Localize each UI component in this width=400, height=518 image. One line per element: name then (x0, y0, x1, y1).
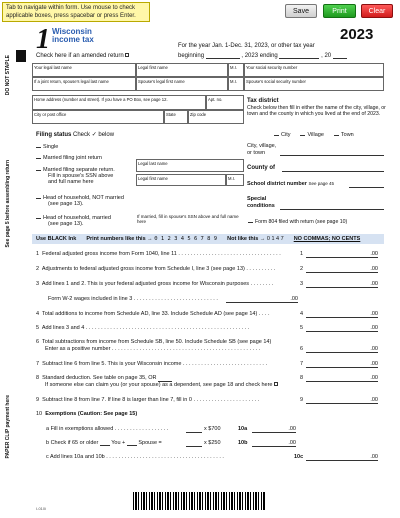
tax-year-text: For the year Jan. 1-Dec. 31, 2023, or other tax year (178, 43, 315, 49)
print-button[interactable]: Print (323, 4, 356, 18)
assembling-label: See page 5 before assembling return (5, 160, 11, 248)
line-5-number: 5 (300, 325, 304, 331)
special-conditions-field[interactable] (280, 204, 384, 210)
city-option[interactable]: City (274, 132, 290, 138)
line-3-number: 3 (300, 281, 304, 287)
separate-mi-field[interactable]: M.I. (226, 174, 244, 186)
do-not-staple-label: DO NOT STAPLE (5, 55, 11, 96)
spouse-mi-field[interactable]: M.I. (228, 77, 244, 91)
first-name-field[interactable]: Legal first name (136, 63, 228, 77)
zip-field[interactable]: Zip code (188, 110, 244, 124)
line-2-amount[interactable]: .00 (306, 266, 378, 273)
mi-field[interactable]: M.I. (228, 63, 244, 77)
line-7: 7 Subtract line 6 from line 5. This is your Wisconsin income . . . . . . . . . . . . . . . . . . . . . . . . . . . . (36, 361, 267, 367)
line-6: 6 Total subtractions from income from Schedule SB, line 50. Include Schedule SB (see page 14) Enter as a positive number . . . . . . . . . . . . . . . . . . . . . . . . . . . . . . . . . . . . . . . . . . . . . . . . . (36, 339, 272, 352)
exemption-10a-multiplier: x $700 (204, 426, 221, 432)
spouse-last-name-field[interactable]: If a joint return, spouse's legal last name (32, 77, 136, 91)
cvt-options (274, 132, 354, 138)
line-3-amount[interactable]: .00 (306, 281, 378, 288)
spouse-first-name-field[interactable]: Spouse's legal first name (136, 77, 228, 91)
special-conditions-label: Special conditions (247, 196, 275, 209)
exemption-10a-code: 10a (238, 426, 248, 432)
hoh-married-note: If married, fill in spouse's SSN above and full name here (137, 214, 239, 224)
barcode (133, 492, 265, 510)
county-field[interactable] (282, 166, 384, 172)
save-button[interactable]: Save (285, 4, 317, 18)
separate-last-name-field[interactable]: Legal last name (136, 159, 244, 172)
line-5: 5 Add lines 3 and 4 . . . . . . . . . . . . . . . . . . . . . . . . . . . . . . . . . . . . . . . . . . . . . . . . . . . . . . (36, 325, 250, 331)
exemption-10a-count[interactable] (186, 426, 202, 433)
ink-instructions-bar: Use BLACK Ink Print numbers like this → 0 1 2 3 4 5 6 7 8 9 Not like this → 0 1 4 7 NO COMMAS; NO CENTS (32, 234, 384, 244)
exemption-10c-amount[interactable]: .00 (306, 454, 378, 461)
amended-return-row: Check here if an amended return (36, 53, 129, 59)
tax-year-range: beginning , 2023 ending , 20 (178, 53, 347, 59)
line-10: 10 Exemptions (Caution: See page 15) (36, 411, 138, 417)
beginning-date-field[interactable] (206, 53, 240, 59)
status-married-joint[interactable]: Married filing joint return (36, 155, 102, 161)
line-7-number: 7 (300, 361, 304, 367)
form-id: I-010i (36, 506, 47, 511)
line-4-number: 4 (300, 311, 304, 317)
you-65-field[interactable] (100, 440, 110, 446)
spouse-65-field[interactable] (127, 440, 137, 446)
clear-button[interactable]: Clear (361, 4, 393, 18)
status-single[interactable]: Single (36, 144, 58, 150)
address-field[interactable]: Home address (number and street). If you have a PO Box, see page 12. (32, 95, 206, 110)
tax-district-title: Tax district (247, 98, 279, 104)
line-9-number: 9 (300, 397, 304, 403)
line-5-amount[interactable]: .00 (306, 325, 378, 332)
filing-status-title: Filing status Check ✓ below (36, 132, 115, 138)
navigation-notice: Tab to navigate within form. Use mouse to check applicable boxes, press spacebar or press Enter. (2, 2, 150, 22)
exemption-10b-code: 10b (238, 440, 248, 446)
line-4: 4 Total additions to income from Schedule AD, line 33. Include Schedule AD (see page 14) . . . . (36, 311, 270, 317)
line-1-number: 1 (300, 251, 304, 257)
w2-wages-line: Form W-2 wages included in line 3 . . . . . . . . . . . . . . . . . . . . . . . . . . . . (48, 296, 218, 302)
status-married-separate[interactable]: Married filing separate return. Fill in spouse's SSN above and full name here (36, 167, 115, 185)
exemption-10a: a Fill in exemptions allowed . . . . . . . . . . . . . . . . . . (46, 426, 169, 432)
tax-district-desc: Check below then fill in either the name of the city, village, or town and the county in which you lived at the end of 2023. (247, 105, 386, 117)
paper-clip-label: PAPER CLIP payment here (5, 395, 11, 459)
exemption-10c-code: 10c (294, 454, 304, 460)
line-1: 1 Federal adjusted gross income from Form 1040, line 11 . . . . . . . . . . . . . . . . . . . . . . . . . . . . . . . . . . (36, 251, 281, 257)
form-year: 2023 (340, 26, 374, 43)
state-field[interactable]: State (164, 110, 188, 124)
exemption-10b: b Check if 65 or older You + Spouse = (46, 440, 162, 446)
school-district-label: School district number See page 45 (247, 181, 334, 187)
cvt-label: City, village, or town (247, 143, 277, 156)
form-title: Wisconsin income tax (52, 27, 94, 44)
line-2-number: 2 (300, 266, 304, 272)
exemption-10c: c Add lines 10a and 10b . . . . . . . . . . . . . . . . . . . . . . . . . . . . . . . . . . . . . . . (46, 454, 224, 460)
line-6-amount[interactable]: .00 (306, 346, 378, 353)
status-hoh-not-married[interactable]: Head of household, NOT married (see page 13). (36, 195, 124, 207)
line-8-number: 8 (300, 375, 304, 381)
ssn-field[interactable]: Your social security number (244, 63, 384, 77)
apt-field[interactable]: Apt. no. (206, 95, 244, 110)
exemption-10b-count[interactable] (186, 440, 202, 447)
separate-first-name-field[interactable]: Legal first name (136, 174, 226, 186)
amended-checkbox[interactable] (125, 53, 129, 57)
last-name-field[interactable]: Your legal last name (32, 63, 136, 77)
exemption-10b-multiplier: x $250 (204, 440, 221, 446)
line-4-amount[interactable]: .00 (306, 311, 378, 318)
amended-tab-marker (16, 50, 26, 62)
w2-wages-amount[interactable]: .00 (226, 296, 298, 303)
line-2: 2 Adjustments to federal adjusted gross income from Schedule I, line 3 (see page 13) . . . . . . . . . . (36, 266, 276, 272)
line-8: 8 Standard deduction. See table on page 35, OR If someone else can claim you (or your spouse) as a dependent, see page 18 and check here (36, 375, 278, 389)
form-804-row[interactable]: Form 804 filed with return (see page 10) (248, 219, 347, 225)
line-9: 9 Subtract line 8 from line 7. If line 8 is larger than line 7, fill in 0 . . . . . . . . . . . . . . . . . . . . . . (36, 397, 260, 403)
village-option[interactable]: Village (300, 132, 323, 138)
line-1-amount[interactable]: .00 (306, 251, 378, 258)
town-option[interactable]: Town (334, 132, 354, 138)
ending-date-field[interactable] (279, 53, 319, 59)
line-8-amount[interactable]: .00 (306, 375, 378, 382)
exemption-10b-amount[interactable]: .00 (252, 440, 296, 447)
city-field[interactable]: City or post office (32, 110, 164, 124)
county-label: County of (247, 165, 275, 171)
line-6-number: 6 (300, 346, 304, 352)
exemption-10a-amount[interactable]: .00 (252, 426, 296, 433)
line-9-amount[interactable]: .00 (306, 397, 378, 404)
school-district-field[interactable] (349, 181, 384, 188)
dependent-checkbox[interactable] (274, 382, 278, 386)
spouse-ssn-field[interactable]: Spouse's social security number (244, 77, 384, 91)
form-number: 1 (36, 24, 50, 55)
line-3: 3 Add lines 1 and 2. This is your federal adjusted gross income for Wisconsin purposes . . . . . . . . (36, 281, 274, 287)
cvt-field[interactable] (280, 150, 384, 156)
ending-year-field[interactable] (333, 53, 347, 59)
status-hoh-married[interactable]: Head of household, married (see page 13). (36, 215, 111, 227)
line-7-amount[interactable]: .00 (306, 361, 378, 368)
